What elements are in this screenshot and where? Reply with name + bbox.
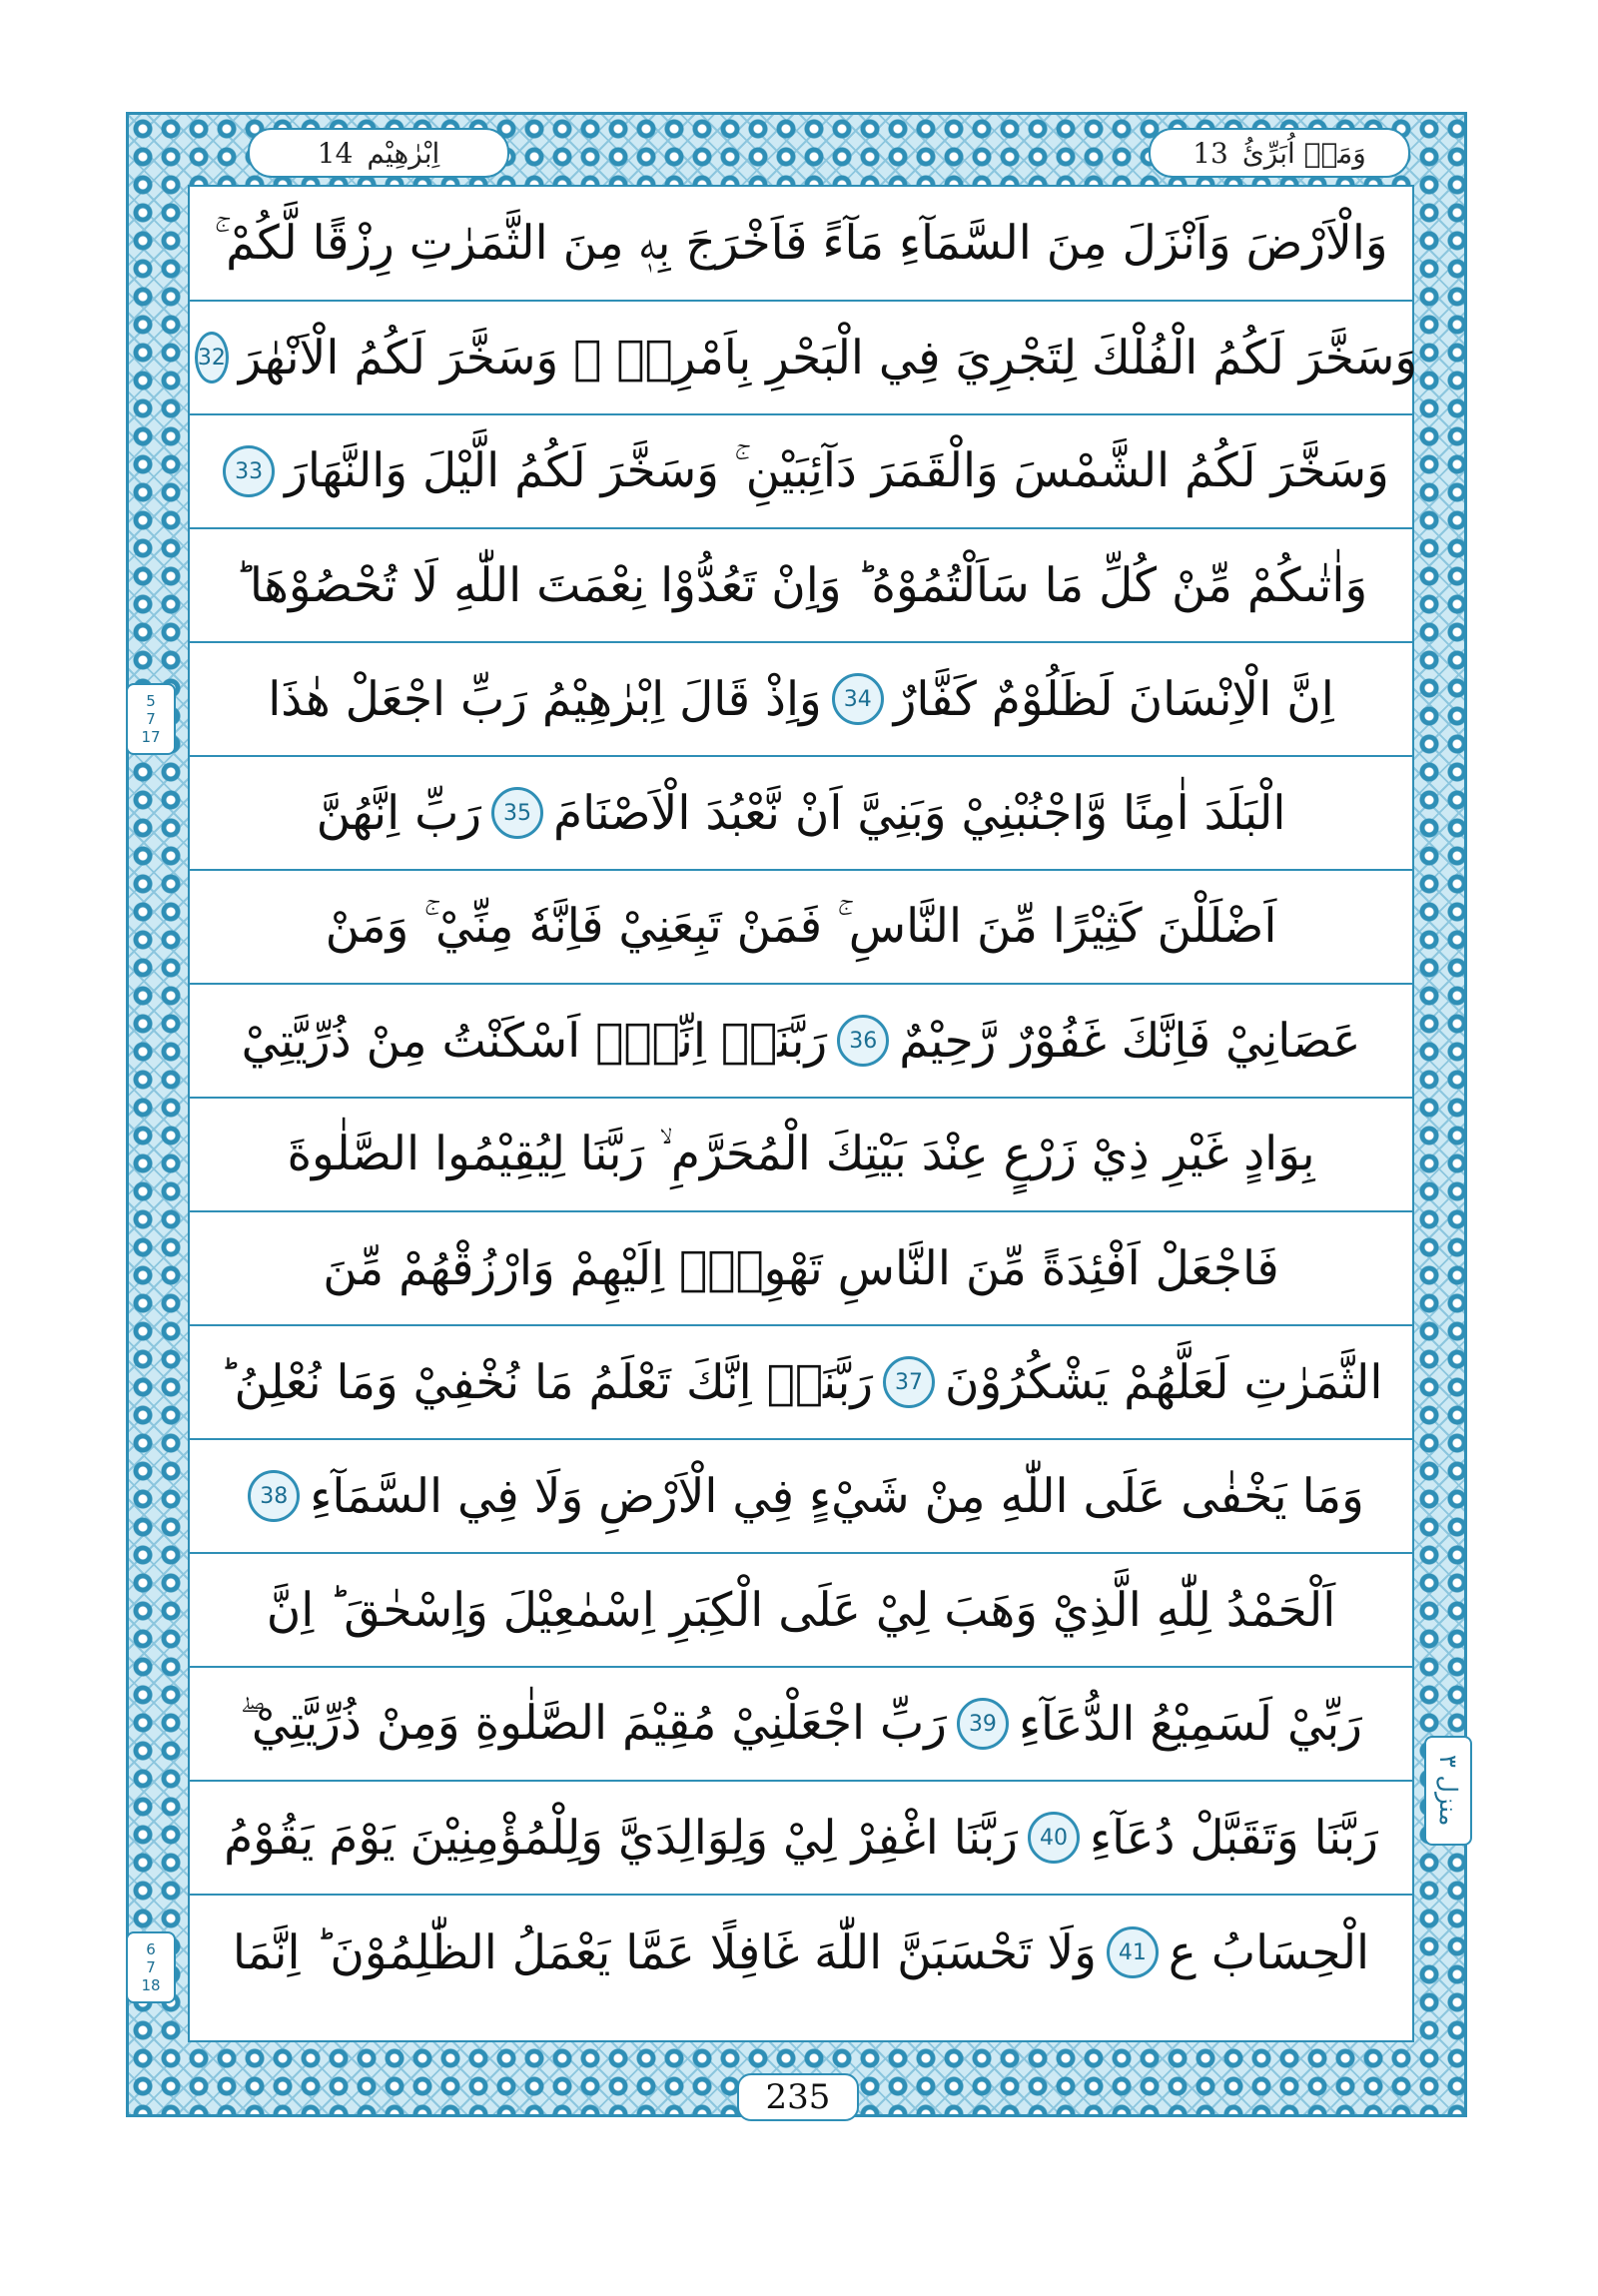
text-line <box>190 1782 1412 1896</box>
ruku-marker <box>126 683 176 755</box>
line-text: رَبِّ اجْعَلْنِيْ مُقِيْمَ الصَّلٰوةِ وَمِنْ ذُرِّيَّتِيْ ۖ <box>240 1696 947 1751</box>
line-text: رَبَّنَا وَتَقَبَّلْ دُعَآءِ <box>1090 1810 1378 1866</box>
juz-header <box>1149 128 1410 178</box>
line-text: اَضْلَلْنَ كَثِيْرًا مِّنَ النَّاسِ ۚ فَمَنْ تَبِعَنِيْ فَاِنَّهٗ مِنِّيْ ۚ وَمَنْ <box>325 899 1277 954</box>
text-line <box>190 1326 1412 1440</box>
text-line <box>190 1554 1412 1668</box>
verse-number: 32 <box>195 332 229 383</box>
line-text: وَالْاَرْضَ وَاَنْزَلَ مِنَ السَّمَآءِ مَآءً فَاَخْرَجَ بِهٖ مِنَ الثَّمَرٰتِ رِزْقًا لَّكُمْ ۚ <box>214 216 1388 271</box>
text-line <box>190 1668 1412 1782</box>
surah-name: اِبْرٰهِيْم <box>367 136 440 170</box>
text-line <box>190 871 1412 985</box>
line-text: اَلْحَمْدُ لِلّٰهِ الَّذِيْ وَهَبَ لِيْ عَلَى الْكِبَرِ اِسْمٰعِيْلَ وَاِسْحٰقَ ؕ اِنَّ <box>266 1582 1336 1638</box>
line-text: وَمَا يَخْفٰى عَلَى اللّٰهِ مِنْ شَيْءٍ فِي الْاَرْضِ وَلَا فِي السَّمَآءِ <box>310 1468 1364 1524</box>
line-text: وَاِذْ قَالَ اِبْرٰهِيْمُ رَبِّ اجْعَلْ هٰذَا <box>268 671 822 727</box>
text-line <box>190 302 1418 415</box>
verse-number: 36 <box>837 1015 889 1067</box>
verse-number: 39 <box>957 1698 1009 1750</box>
line-text: الثَّمَرٰتِ لَعَلَّهُمْ يَشْكُرُوْنَ <box>945 1354 1383 1410</box>
line-text: رَبَّنَاۤ اِنِّيْۤ اَسْكَنْتُ مِنْ ذُرِّيَّتِيْ <box>241 1013 828 1069</box>
text-line <box>190 1212 1412 1326</box>
verse-number: 34 <box>832 673 884 725</box>
verse-number: 41 <box>1107 1926 1159 1978</box>
text-line <box>190 643 1412 757</box>
text-line <box>190 1896 1412 2009</box>
manzil-marker: منزل ٣ <box>1424 1736 1472 1846</box>
page-number: 235 <box>737 2073 859 2121</box>
line-text: الْبَلَدَ اٰمِنًا وَّاجْنُبْنِيْ وَبَنِيَّ اَنْ نَّعْبُدَ الْاَصْنَامَ <box>553 785 1286 841</box>
juz-number: 13 <box>1193 136 1228 170</box>
ruku-marker <box>126 1931 176 2003</box>
verse-number: 33 <box>223 445 275 497</box>
line-text: فَاجْعَلْ اَفْئِدَةً مِّنَ النَّاسِ تَهْوِيْۤ اِلَيْهِمْ وَارْزُقْهُمْ مِّنَ <box>323 1240 1279 1296</box>
juz-name: وَمَاۤ اُبَرِّئُ <box>1241 136 1366 170</box>
line-text: وَاٰتٰىكُمْ مِّنْ كُلِّ مَا سَاَلْتُمُوْهُ ؕ وَاِنْ تَعُدُّوْا نِعْمَتَ اللّٰهِ لَا تُحْصُوْهَا ؕ <box>234 557 1368 613</box>
text-line <box>190 188 1412 302</box>
line-text: رَبَّنَا اغْفِرْ لِيْ وَلِوَالِدَيَّ وَلِلْمُؤْمِنِيْنَ يَوْمَ يَقُوْمُ <box>224 1810 1019 1866</box>
surah-number: 14 <box>317 136 354 170</box>
verse-number: 35 <box>491 787 543 839</box>
text-line <box>190 415 1412 529</box>
line-text: بِوَادٍ غَيْرِ ذِيْ زَرْعٍ عِنْدَ بَيْتِكَ الْمُحَرَّمِ ۙ رَبَّنَا لِيُقِيْمُوا الصَّلٰوةَ <box>287 1127 1315 1181</box>
line-text: وَسَخَّرَ لَكُمُ الْفُلْكَ لِتَجْرِيَ فِي الْبَحْرِ بِاَمْرِهٖ ۚ وَسَخَّرَ لَكُمُ الْاَنْهٰرَ <box>238 330 1418 385</box>
line-text: وَلَا تَحْسَبَنَّ اللّٰهَ غَافِلًا عَمَّا يَعْمَلُ الظّٰلِمُوْنَ ؕ اِنَّمَا <box>232 1924 1097 1980</box>
text-line <box>190 757 1412 871</box>
line-text: رَبِّ اِنَّهُنَّ <box>316 785 482 841</box>
text-line <box>190 1440 1412 1554</box>
text-line <box>190 529 1412 643</box>
ruku-middle: 7 <box>146 1958 156 1976</box>
text-line <box>190 985 1412 1099</box>
ruku-bottom: 17 <box>141 728 161 746</box>
line-text: عَصَانِيْ فَاِنَّكَ غَفُوْرٌ رَّحِيْمٌ <box>899 1013 1361 1069</box>
ruku-top: 6 <box>146 1940 156 1958</box>
ruku-top: 5 <box>146 692 156 710</box>
line-text: رَبِّيْ لَسَمِيْعُ الدُّعَآءِ <box>1018 1696 1362 1752</box>
line-text: اِنَّ الْاِنْسَانَ لَظَلُوْمٌ كَفَّارٌ <box>893 671 1334 727</box>
surah-header <box>248 128 509 178</box>
verse-number: 38 <box>248 1470 300 1522</box>
line-text: وَسَخَّرَ لَكُمُ الشَّمْسَ وَالْقَمَرَ دَآئِبَيْنِ ۚ وَسَخَّرَ لَكُمُ الَّيْلَ وَالنَّهَارَ <box>285 443 1389 498</box>
line-text: الْحِسَابُ ع <box>1168 1924 1370 1980</box>
line-text: رَبَّنَاۤ اِنَّكَ تَعْلَمُ مَا نُخْفِيْ وَمَا نُعْلِنُ ؕ <box>219 1354 874 1410</box>
ruku-middle: 7 <box>146 710 156 728</box>
text-line <box>190 1099 1412 1212</box>
verse-number: 37 <box>883 1356 935 1408</box>
verse-number: 40 <box>1028 1812 1080 1864</box>
ruku-bottom: 18 <box>141 1976 161 1994</box>
